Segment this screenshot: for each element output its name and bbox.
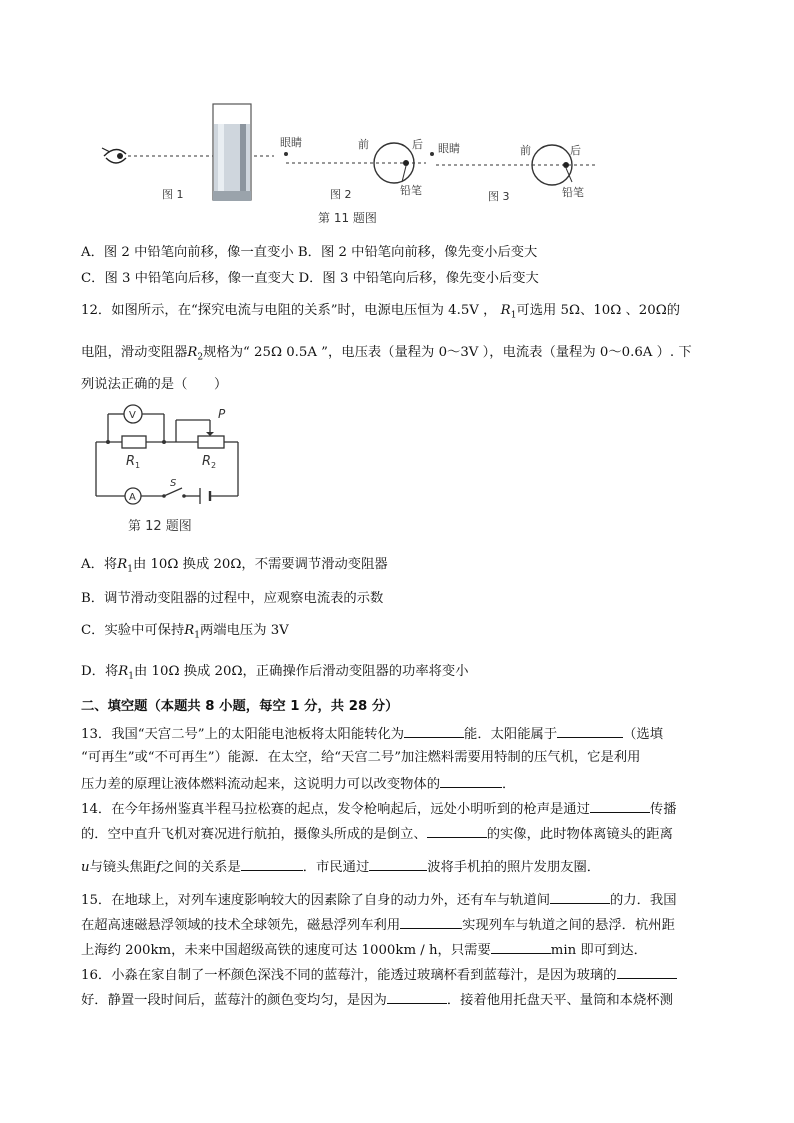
r1-label-sub: 1 <box>135 461 141 470</box>
q14-text-e: 与镜头焦距 <box>89 860 157 875</box>
q12-text-d: 规格为“ 25Ω 0.5A ”，电压表（量程为 0～3V ），电流表（量程为 0～0.6A ）. 下 <box>203 345 692 360</box>
q11-options-cd: C．图 3 中铅笔向后移，像一直变大 D．图 3 中铅笔向后移，像先变小后变大 <box>81 271 539 286</box>
q12-text-a: 12．如图所示，在“探究电流与电阻的关系”时，电源电压恒为 4.5V ， <box>81 303 497 318</box>
section-heading: 二、填空题（本题共 8 小题，每空 1 分，共 28 分） <box>81 699 399 714</box>
fig3-front-label: 前 <box>520 144 531 157</box>
q12-optC-r: R <box>184 623 195 638</box>
rheostat-r2 <box>198 436 224 448</box>
q16-text-b: 好．静置一段时间后，蓝莓汁的颜色变均匀，是因为 <box>81 993 387 1008</box>
q12-option-d <box>81 662 469 687</box>
figure-11 <box>96 96 606 236</box>
q14-line2 <box>81 823 673 845</box>
q16-blank-1[interactable] <box>617 964 677 979</box>
q14-line1 <box>81 798 677 820</box>
q14-text-d: 的实像，此时物体离镜头的距离 <box>486 827 673 842</box>
fig3-pencil-label: 铅笔 <box>562 186 584 199</box>
q14-text-c: 的．空中直升飞机对赛况进行航拍，摄像头所成的是倒立、 <box>81 827 427 842</box>
q12-option-a <box>81 555 388 580</box>
q12-optD-r: R <box>118 664 129 679</box>
r1-subscript: 1 <box>510 310 517 321</box>
r2-label-sub: 2 <box>211 461 217 470</box>
q12-optA-sub: 1 <box>127 564 133 575</box>
q12-line3: 列说法正确的是（ ） <box>81 377 228 392</box>
q16-line1 <box>81 964 677 986</box>
q12-optC-text-a: C．实验中可保持 <box>81 623 185 638</box>
switch-label: S <box>170 478 177 489</box>
pencil-marker <box>403 160 409 166</box>
q15-text-f: min 即可到达． <box>550 943 647 958</box>
q15-line3 <box>81 939 647 961</box>
q11-options-ab: A．图 2 中铅笔向前移，像一直变小 B．图 2 中铅笔向前移，像先变小后变大 <box>81 245 538 260</box>
r2-symbol: R <box>187 345 198 360</box>
q16-blank-2[interactable] <box>387 989 447 1004</box>
q12-optC-sub: 1 <box>194 630 201 641</box>
q15-text-b: 的力．我国 <box>610 893 677 908</box>
fig2-eye-label: 眼睛 <box>280 136 302 149</box>
q15-blank-1[interactable] <box>550 889 610 904</box>
q13-line3 <box>81 773 515 795</box>
ammeter-label: A <box>129 492 136 503</box>
q15-text-c: 在超高速磁悬浮领域的技术全球领先，磁悬浮列车利用 <box>81 918 401 933</box>
glass-of-water <box>213 104 251 201</box>
fig3-label: 图 3 <box>488 190 510 203</box>
q14-text-b: 传播 <box>649 802 677 817</box>
fig1-label: 图 1 <box>162 188 184 201</box>
q14-blank-3[interactable] <box>241 856 303 871</box>
q15-blank-3[interactable] <box>491 939 551 954</box>
q13-text-d: 压力差的原理让液体燃料流动起来，这说明力可以改变物体的 <box>81 777 441 792</box>
q14-text-a: 14．在今年扬州鉴真半程马拉松赛的起点，发令枪响起后，远处小明听到的枪声是通过 <box>81 802 590 817</box>
q14-text-h: 波将手机拍的照片发朋友圈． <box>427 860 601 875</box>
q12-optD-text-b: 由 10Ω 换成 20Ω，正确操作后滑动变阻器的功率将变小 <box>134 664 469 679</box>
q15-blank-2[interactable] <box>400 914 462 929</box>
fig3-eye-label: 眼睛 <box>438 142 460 155</box>
fig12-caption: 第 12 题图 <box>128 519 192 534</box>
q14-blank-1[interactable] <box>590 798 650 813</box>
voltmeter-label: V <box>129 410 136 421</box>
q14-text-g: ．市民通过 <box>302 860 370 875</box>
q14-line3 <box>81 856 600 878</box>
fig2-pencil-label: 铅笔 <box>400 184 422 197</box>
resistor-r1 <box>122 436 146 448</box>
slider-p-label: P <box>218 407 226 421</box>
r1-symbol: R <box>500 303 511 318</box>
fig2-back-label: 后 <box>412 138 423 151</box>
q13-blank-2[interactable] <box>557 723 623 738</box>
q15-text-e: 上海约 200km，未来中国超级高铁的速度可达 1000km / h，只需要 <box>81 943 491 958</box>
r1-label: R <box>126 454 136 469</box>
q14-var-u: u <box>81 860 90 875</box>
q15-line2 <box>81 914 675 936</box>
q14-blank-2[interactable] <box>427 823 487 838</box>
q12-text-b: 可选用 5Ω、10Ω 、20Ω的 <box>516 303 681 318</box>
q16-text-c: ．接着他用托盘天平、量筒和本烧杯测 <box>446 993 673 1008</box>
q15-line1 <box>81 889 677 911</box>
q13-blank-1[interactable] <box>404 723 464 738</box>
q16-text-a: 16．小淼在家自制了一杯颜色深浅不同的蓝莓汁，能透过玻璃杯看到蓝莓汁，是因为玻璃的 <box>81 968 617 983</box>
q12-optA-text-b: 由 10Ω 换成 20Ω，不需要调节滑动变阻器 <box>132 557 388 572</box>
q12-optA-r: R <box>117 557 128 572</box>
q13-line1 <box>81 723 663 745</box>
q14-var-f: f <box>156 860 161 875</box>
q13-text-e: ． <box>502 777 516 792</box>
q13-text-b: 能．太阳能属于 <box>464 727 558 742</box>
q12-text-c: 电阻，滑动变阻器 <box>81 345 188 360</box>
q13-text-c: （选填 <box>623 727 664 742</box>
q12-optA-text-a: A．将 <box>81 557 118 572</box>
q12-option-c <box>81 621 289 646</box>
fig3-back-label: 后 <box>570 144 581 157</box>
q14-text-f: 之间的关系是 <box>160 860 241 875</box>
switch-icon <box>164 488 182 496</box>
fig2-front-label: 前 <box>358 138 369 151</box>
q15-text-d: 实现列车与轨道之间的悬浮．杭州距 <box>462 918 675 933</box>
q13-text-a: 13．我国“天宫二号”上的太阳能电池板将太阳能转化为 <box>81 727 405 742</box>
r2-label: R <box>202 454 212 469</box>
figure-12-circuit <box>88 402 258 542</box>
q13-blank-3[interactable] <box>440 773 502 788</box>
q12-optD-sub: 1 <box>128 671 135 682</box>
q14-blank-4[interactable] <box>369 856 427 871</box>
q13-line2: “可再生”或“不可再生”）能源．在太空，给“天宫二号”加注燃料需要用特制的压气机，它是利用 <box>81 750 641 765</box>
q12-line2 <box>81 343 692 368</box>
q12-optD-text-a: D．将 <box>81 664 119 679</box>
q12-option-b: B．调节滑动变阻器的过程中，应观察电流表的示数 <box>81 591 384 606</box>
r2-subscript: 2 <box>197 352 204 363</box>
q12-line1 <box>81 301 680 326</box>
q12-optC-text-b: 两端电压为 3V <box>200 623 289 638</box>
fig11-caption: 第 11 题图 <box>318 211 377 225</box>
q15-text-a: 15．在地球上，对列车速度影响较大的因素除了自身的动力外，还有车与轨道间 <box>81 893 551 908</box>
fig2-label: 图 2 <box>330 188 352 201</box>
q16-line2 <box>81 989 673 1011</box>
